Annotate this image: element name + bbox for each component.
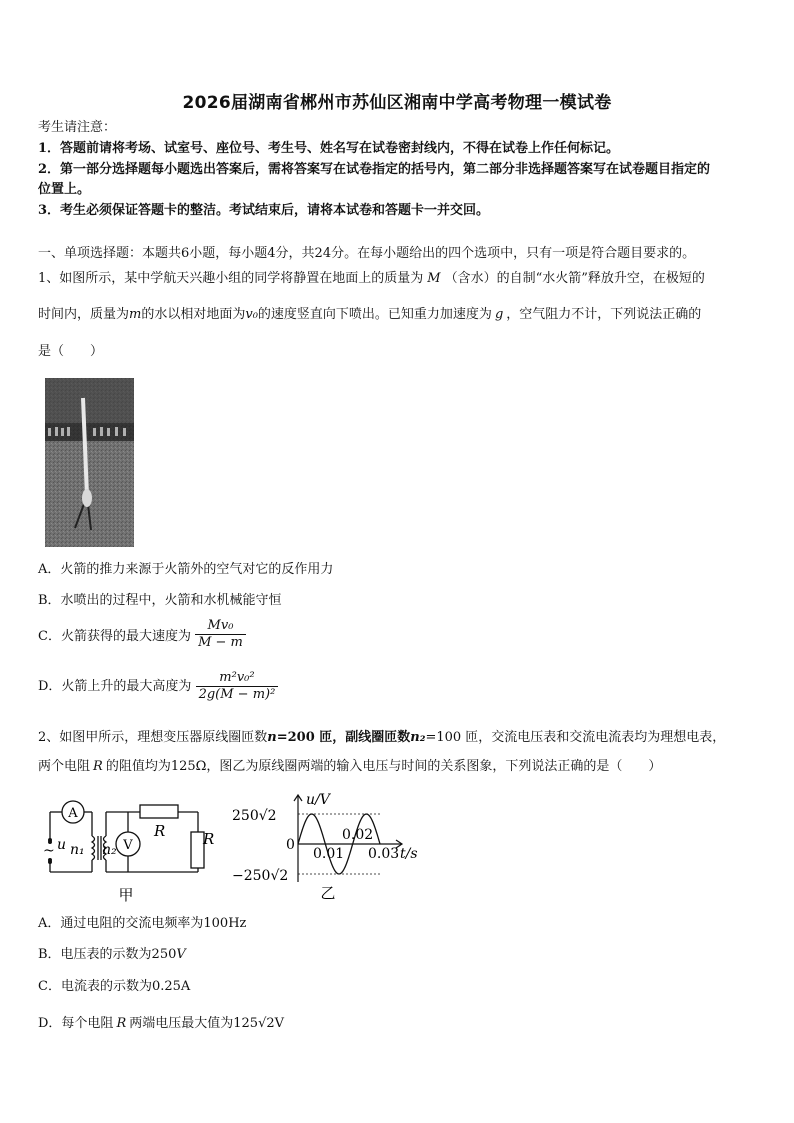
q1-line-1: 1、如图所示，某中学航天兴趣小组的同学将静置在地面上的质量为 M （含水）的自制“水火箭”释放升空，在极短的 [38,271,705,286]
notice-item-3: 3．考生必须保证答题卡的整洁。考试结束后，请将本试卷和答题卡一并交回。 [38,203,490,218]
x-tick-002: 0.02 [342,827,374,843]
notice-item-2: 2．第一部分选择题每小题选出答案后，需将答案写在试卷指定的括号内，第二部分非选择题答案写在试卷题目指定的 [38,162,711,177]
voltage-time-graph [230,790,430,908]
section-heading: 一、单项选择题：本题共6小题，每小题4分，共24分。在每小题给出的四个选项中，只有一项是符合题目要求的。 [38,246,696,261]
n2-label: n₂ [102,842,117,858]
q1-line-2: 时间内，质量为m的水以相对地面为v₀的速度竖直向下喷出。已知重力加速度为 g ，空气阻力不计，下列说法正确的 [38,307,702,322]
q2-line-2: 两个电阻 R 的阻值均为125Ω，图乙为原线圈两端的输入电压与时间的关系图象，下列说法正确的是（ ） [38,759,662,774]
q1-line-3: 是（ ） [38,344,104,359]
y-tick-top: 250√2 [232,808,277,824]
q1-option-d: D．火箭上升的最大高度为 $\frac{\text{m²v₀²}}{\text{2g(M − m)²}}$ [38,670,278,703]
ammeter-label: A [68,806,78,821]
q1-c-fraction: $\frac{\text{Mv₀}}{M - m}$ [195,618,246,651]
x-tick-001: 0.01 [313,846,345,862]
y-axis-label: u/V [306,792,330,808]
y-tick-bottom: −250√2 [232,868,289,884]
input-voltage-label: u [57,837,67,853]
q2-option-c: C．电流表的示数为0.25A [38,979,191,994]
q1-d-fraction: $\frac{\text{m²v₀²}}{\text{2g(M − m)²}}$ [196,670,279,703]
ac-source-symbol: ~ [43,843,55,859]
transformer-circuit-diagram [40,792,225,908]
water-rocket-photo [45,378,134,547]
x-axis-label: t/s [400,846,418,862]
resistor-right-label: R [203,830,215,848]
q2-line-1: 2、如图甲所示，理想变压器原线圈匝数n=200 匝，副线圈匝数n₂=100 匝，交流电压表和交流电流表均为理想电表， [38,730,726,745]
page-title: 2026届湖南省郴州市苏仙区湘南中学高考物理一模试卷 [182,93,612,113]
x-tick-003: 0.03 [368,846,400,862]
voltmeter-label: V [123,838,133,853]
q1-option-b: B．水喷出的过程中，火箭和水机械能守恒 [38,593,282,608]
figure-caption-yi: 乙 [320,884,336,902]
notice-item-1: 1．答题前请将考场、试室号、座位号、考生号、姓名写在试卷密封线内，不得在试卷上作任何标记。 [38,141,620,156]
q1-option-a: A．火箭的推力来源于火箭外的空气对它的反作用力 [38,562,334,577]
q2-option-d: D．每个电阻 R 两端电压最大值为125√2V [38,1016,285,1031]
resistor-top-label: R [154,822,166,840]
notice-item-2-cont: 位置上。 [38,182,91,197]
q2-option-b: B．电压表的示数为250V [38,947,186,962]
figure-caption-jia: 甲 [118,886,134,904]
origin-label: 0 [286,837,295,853]
notice-heading: 考生请注意： [38,120,117,135]
n1-label: n₁ [70,842,85,858]
q1-option-c: C．火箭获得的最大速度为 $\frac{\text{Mv₀}}{M - m}$ [38,622,246,651]
q2-option-a: A．通过电阻的交流电频率为100Hz [38,916,247,931]
